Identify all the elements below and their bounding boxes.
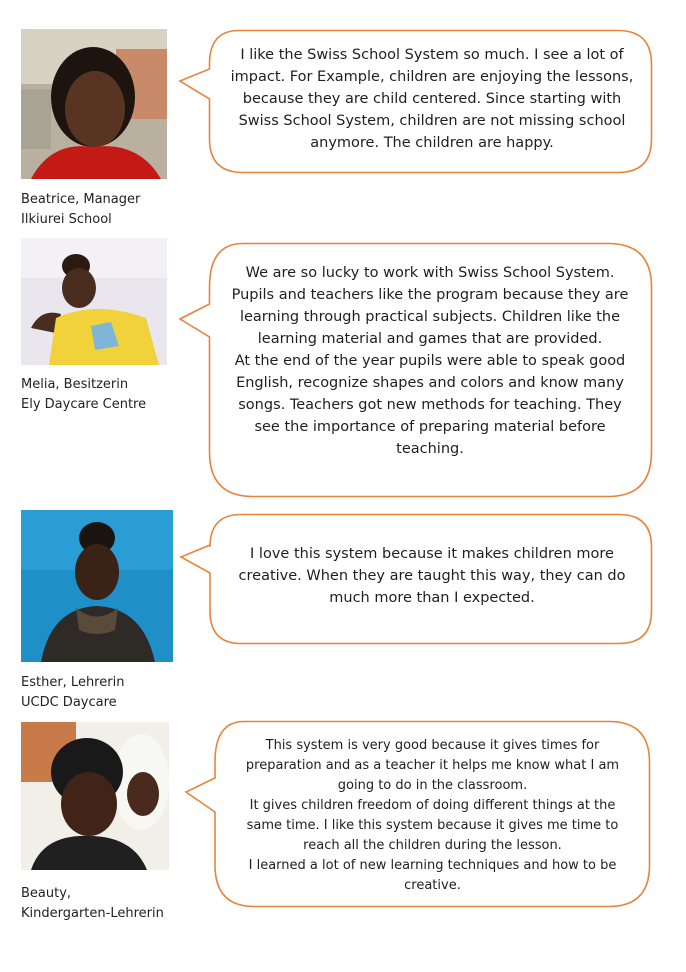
testimonial-name: Melia, Besitzerin xyxy=(21,377,129,392)
quote-paragraph: I learned a lot of new learning techniques and how to be creative. xyxy=(248,858,617,893)
quote-paragraph: It gives children freedom of doing different things at the same time. I like this system because it gives me time to reach all the children during the lesson. xyxy=(246,798,619,853)
photo-beauty xyxy=(21,722,169,870)
caption-esther xyxy=(21,673,124,713)
photo-melia xyxy=(21,238,167,365)
testimonial-name: Beauty, xyxy=(21,886,72,901)
testimonial-quote xyxy=(230,736,635,896)
testimonial-name: Esther, Lehrerin xyxy=(21,675,125,690)
testimonial-organization: UCDC Daycare xyxy=(21,695,117,710)
testimonial-quote: I love this system because it makes children more creative. When they are taught this way, they can do much more than I expected. xyxy=(238,546,626,606)
testimonial-quote: I like the Swiss School System so much. I see a lot of impact. For Example, children are enjoying the lessons, because they are child centered. Since starting with Swiss School System, children are not missing school anymore. The children are happy. xyxy=(230,47,634,151)
caption-beatrice xyxy=(21,190,140,230)
quote-paragraph: We are so lucky to work with Swiss School System. Pupils and teachers like the program because they are learning through practical subjects. Children like the learning material and games that are provided. xyxy=(231,265,629,347)
caption-beauty xyxy=(21,884,164,924)
photo-esther xyxy=(21,510,173,662)
quote-paragraph: This system is very good because it gives times for preparation and as a teacher it helps me know what I am going to do in the classroom. xyxy=(245,738,620,793)
testimonial-name: Beatrice, Manager xyxy=(21,192,141,207)
testimonial-quote xyxy=(230,262,630,460)
testimonial-organization: Ilkiurei School xyxy=(21,212,112,227)
testimonial-organization: Kindergarten-Lehrerin xyxy=(21,906,164,921)
testimonial-organization: Ely Daycare Centre xyxy=(21,397,147,412)
quote-paragraph: At the end of the year pupils were able to speak good English, recognize shapes and colors and know many songs. Teachers got new methods for teaching. They see the importance of preparing material before teaching. xyxy=(234,353,626,457)
caption-melia xyxy=(21,375,146,415)
photo-beatrice xyxy=(21,29,167,179)
